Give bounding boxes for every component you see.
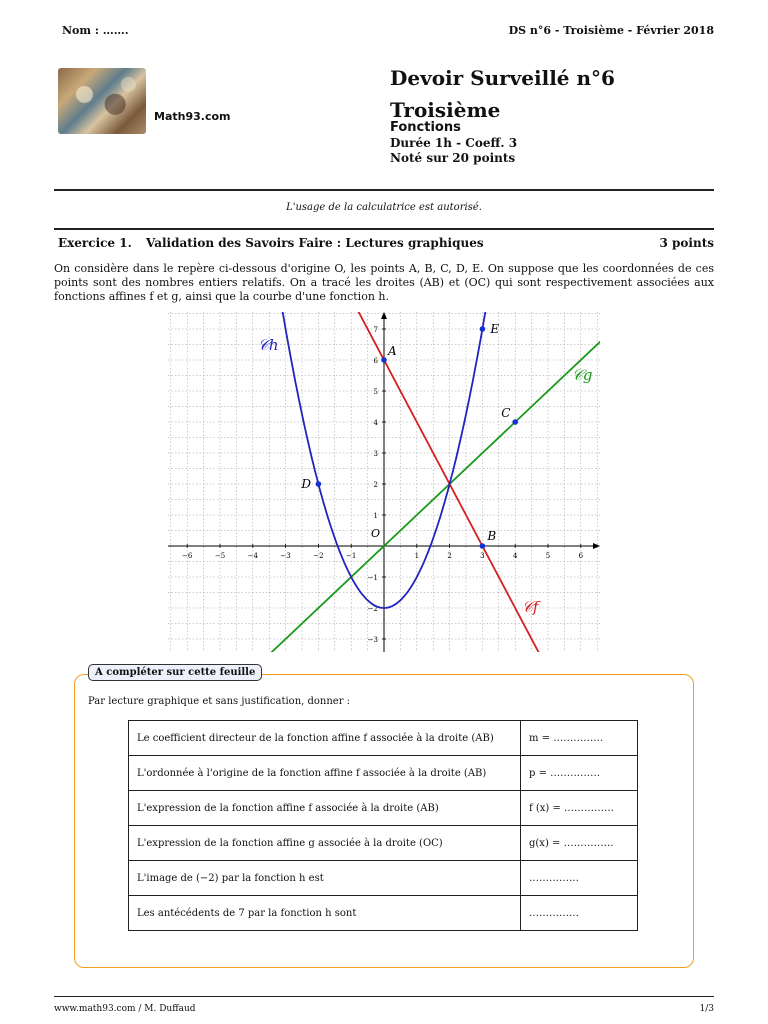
point-D bbox=[316, 481, 322, 487]
point-label-C: C bbox=[501, 406, 511, 420]
question-row bbox=[129, 896, 638, 931]
y-tick-label: 6 bbox=[373, 357, 378, 365]
point-E bbox=[480, 326, 486, 332]
answer-field[interactable]: …………… bbox=[521, 896, 638, 931]
point-label-A: A bbox=[388, 344, 397, 358]
question-row bbox=[129, 721, 638, 756]
question-text: Les antécédents de 7 par la fonction h sont bbox=[129, 896, 521, 931]
question-row bbox=[129, 861, 638, 896]
x-axis-arrow bbox=[593, 543, 600, 549]
y-tick-label: 7 bbox=[373, 326, 378, 334]
question-text: L'expression de la fonction affine f associée à la droite (AB) bbox=[129, 791, 521, 826]
student-name-field: Nom : ……. bbox=[62, 24, 129, 37]
exercise-intro: On considère dans le repère ci-dessous d'origine O, les points A, B, C, D, E. On suppose que les coordonnées de ces points sont des nombres entiers relatifs. On a tracé les droites (AB) et (OC) qui sont respectivement associées aux fonctions affines f et g, ainsi que la courbe d'une fonction h. bbox=[54, 262, 714, 303]
answer-field[interactable]: …………… bbox=[521, 861, 638, 896]
x-tick-label: −2 bbox=[313, 552, 324, 560]
question-row bbox=[129, 756, 638, 791]
question-text: Le coefficient directeur de la fonction affine f associée à la droite (AB) bbox=[129, 721, 521, 756]
x-tick-label: −1 bbox=[346, 552, 357, 560]
answer-field[interactable]: m = …………… bbox=[521, 721, 638, 756]
site-name: Math93.com bbox=[154, 110, 231, 123]
x-tick-label: 2 bbox=[447, 552, 452, 560]
point-label-B: B bbox=[487, 529, 497, 543]
y-tick-label: 4 bbox=[373, 419, 378, 427]
question-row bbox=[129, 791, 638, 826]
point-C bbox=[512, 419, 518, 425]
question-row bbox=[129, 826, 638, 861]
footer-credit: www.math93.com / M. Duffaud bbox=[54, 1004, 196, 1014]
point-B bbox=[480, 543, 486, 549]
x-tick-label: −5 bbox=[214, 552, 226, 560]
answer-box-label: A compléter sur cette feuille bbox=[88, 664, 262, 681]
page-number: 1/3 bbox=[699, 1004, 714, 1014]
x-tick-label: 1 bbox=[414, 552, 420, 560]
y-tick-label: 2 bbox=[373, 481, 378, 489]
answer-field[interactable]: p = …………… bbox=[521, 756, 638, 791]
point-A bbox=[381, 357, 387, 363]
answer-field[interactable]: g(x) = …………… bbox=[521, 826, 638, 861]
x-tick-label: −4 bbox=[247, 552, 258, 560]
y-tick-label: 5 bbox=[373, 388, 378, 396]
duration: Durée 1h - Coeff. 3 bbox=[390, 136, 518, 150]
class-level: Troisième bbox=[390, 98, 501, 122]
subject: Fonctions bbox=[390, 120, 461, 135]
curve-label-h: 𝒞h bbox=[258, 336, 279, 354]
origin-label: O bbox=[371, 527, 381, 540]
exercise-number: Exercice 1. bbox=[58, 236, 132, 250]
test-reference: DS n°6 - Troisième - Février 2018 bbox=[508, 24, 714, 37]
y-tick-label: −1 bbox=[367, 574, 378, 582]
y-tick-label: 3 bbox=[373, 450, 378, 458]
y-tick-label: 1 bbox=[373, 512, 378, 520]
y-axis-arrow bbox=[381, 312, 387, 319]
curve-label-g: 𝒞g bbox=[572, 366, 593, 384]
x-tick-label: −3 bbox=[280, 552, 291, 560]
exercise-points: 3 points bbox=[659, 236, 714, 250]
grading: Noté sur 20 points bbox=[390, 151, 516, 165]
question-text: L'ordonnée à l'origine de la fonction affine f associée à la droite (AB) bbox=[129, 756, 521, 791]
exercise-title: Validation des Savoirs Faire : Lectures graphiques bbox=[146, 236, 484, 250]
x-tick-label: 6 bbox=[578, 552, 584, 560]
question-table bbox=[128, 720, 638, 931]
y-tick-label: −2 bbox=[367, 605, 378, 613]
point-label-D: D bbox=[301, 477, 312, 491]
calculator-note: L'usage de la calculatrice est autorisé. bbox=[286, 202, 482, 213]
answer-field[interactable]: f (x) = …………… bbox=[521, 791, 638, 826]
x-tick-label: −6 bbox=[182, 552, 193, 560]
answer-box-intro: Par lecture graphique et sans justification, donner : bbox=[88, 696, 351, 707]
x-tick-label: 3 bbox=[480, 552, 485, 560]
question-text: L'image de (−2) par la fonction h est bbox=[129, 861, 521, 896]
x-tick-label: 5 bbox=[545, 552, 551, 560]
question-text: L'expression de la fonction affine g associée à la droite (OC) bbox=[129, 826, 521, 861]
curve-label-f: 𝒞f bbox=[522, 598, 539, 616]
x-tick-label: 4 bbox=[512, 552, 518, 560]
page-title: Devoir Surveillé n°6 bbox=[390, 66, 615, 90]
footer-rule bbox=[54, 996, 714, 997]
y-tick-label: −3 bbox=[367, 636, 378, 644]
point-label-E: E bbox=[490, 322, 500, 336]
